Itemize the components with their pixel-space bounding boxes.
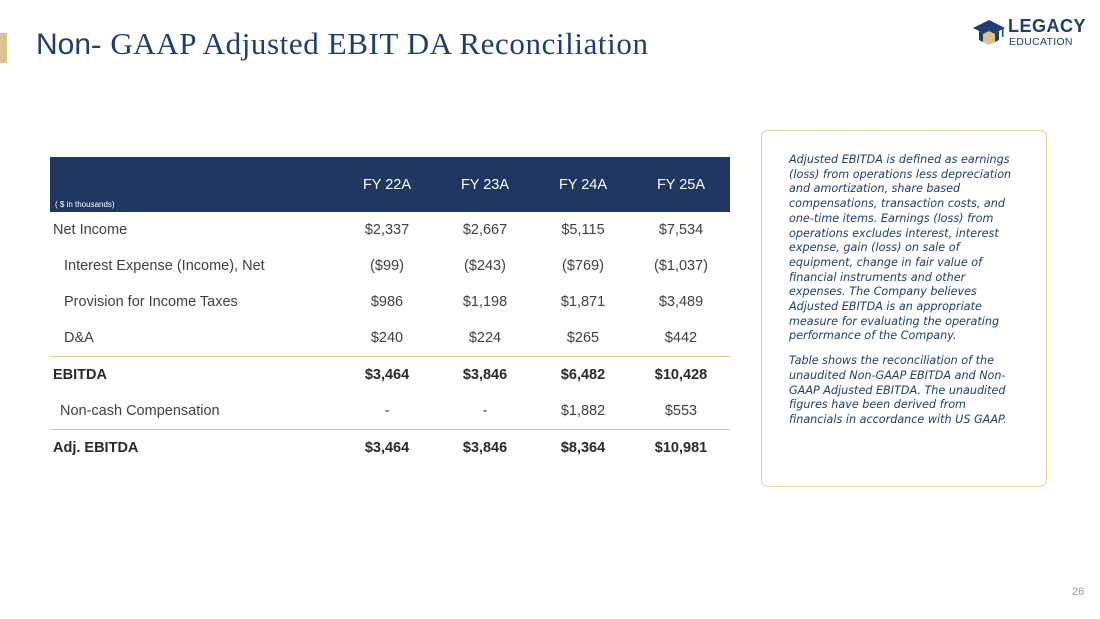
row-label: Net Income (53, 222, 128, 238)
row-value: $442 (664, 330, 698, 346)
page-title-rest: - GAAP Adjusted EBIT DA Reconciliation (91, 26, 649, 61)
table-row (50, 393, 730, 430)
row-value: - (482, 403, 488, 419)
row-value: $3,846 (436, 357, 534, 394)
row-value: $553 (664, 403, 698, 419)
row-label: Interest Expense (Income), Net (64, 258, 265, 274)
row-value: $7,534 (658, 222, 704, 238)
row-label: Non-cash Compensation (60, 403, 220, 419)
row-value: - (384, 403, 390, 419)
row-value: $986 (370, 294, 404, 310)
column-header: FY 24A (534, 157, 632, 212)
note-paragraph: Adjusted EBITDA is defined as earnings (loss) from operations less depreciation and amortization, share based compensations, transaction costs, and one-time items. Earnings (loss) from operations excludes interest, interest expense, gain (loss) on sale of equipment, change in fair value of financial instruments and other expenses. The Company believes Adjusted EBITDA is an appropriate measure for evaluating the operating performance of the Company. (789, 153, 1012, 343)
column-header: FY 25A (632, 157, 730, 212)
row-value: $3,464 (338, 430, 436, 467)
title-accent-bar (0, 33, 7, 63)
row-value: $10,428 (632, 357, 730, 394)
row-value: $1,871 (560, 294, 606, 310)
row-value: $2,337 (364, 222, 410, 238)
row-value: $240 (370, 330, 404, 346)
note-paragraph: Table shows the reconciliation of the unaudited Non-GAAP EBITDA and Non-GAAP Adjusted EBITDA. The unaudited figures have been derived from financials in accordance with US GAAP. (789, 354, 1007, 426)
row-value: ($1,037) (653, 258, 708, 274)
row-value: $8,364 (534, 430, 632, 467)
row-value: $5,115 (561, 222, 605, 238)
table-row-ebitda (50, 357, 730, 394)
page-title (36, 26, 649, 70)
definition-note-box (761, 130, 1047, 487)
row-label: Adj. EBITDA (50, 430, 338, 467)
row-value: $224 (468, 330, 502, 346)
row-value: $1,882 (560, 403, 606, 419)
row-label: EBITDA (50, 357, 338, 394)
column-header: FY 23A (436, 157, 534, 212)
table-row (50, 320, 730, 357)
row-value: $10,981 (632, 430, 730, 467)
table-row-adj-ebitda (50, 430, 730, 467)
column-header: FY 22A (338, 157, 436, 212)
row-value: $1,198 (462, 294, 508, 310)
company-logo (972, 16, 1087, 50)
page-number: 26 (1072, 586, 1085, 598)
logo-wordmark-education: EDUCATION (1009, 36, 1073, 48)
logo-wordmark-legacy: LEGACY (1008, 16, 1087, 36)
row-value: ($243) (464, 258, 506, 274)
row-value: $3,846 (436, 430, 534, 467)
row-value: ($769) (562, 258, 604, 274)
row-label: Provision for Income Taxes (64, 294, 238, 310)
row-value: $265 (566, 330, 600, 346)
table-row (50, 284, 730, 320)
row-value: $2,667 (462, 222, 508, 238)
table-row (50, 248, 730, 284)
row-label: D&A (64, 330, 94, 346)
ebitda-reconciliation-table (50, 157, 730, 466)
row-value: ($99) (370, 258, 404, 274)
page-title-prefix: Non (36, 28, 92, 61)
units-label: ( $ in thousands) (50, 157, 338, 212)
table-header-row (50, 157, 730, 212)
graduation-cap-icon (972, 18, 1006, 48)
row-value: $3,489 (658, 294, 704, 310)
row-value: $3,464 (338, 357, 436, 394)
row-value: $6,482 (534, 357, 632, 394)
table-row (50, 212, 730, 248)
